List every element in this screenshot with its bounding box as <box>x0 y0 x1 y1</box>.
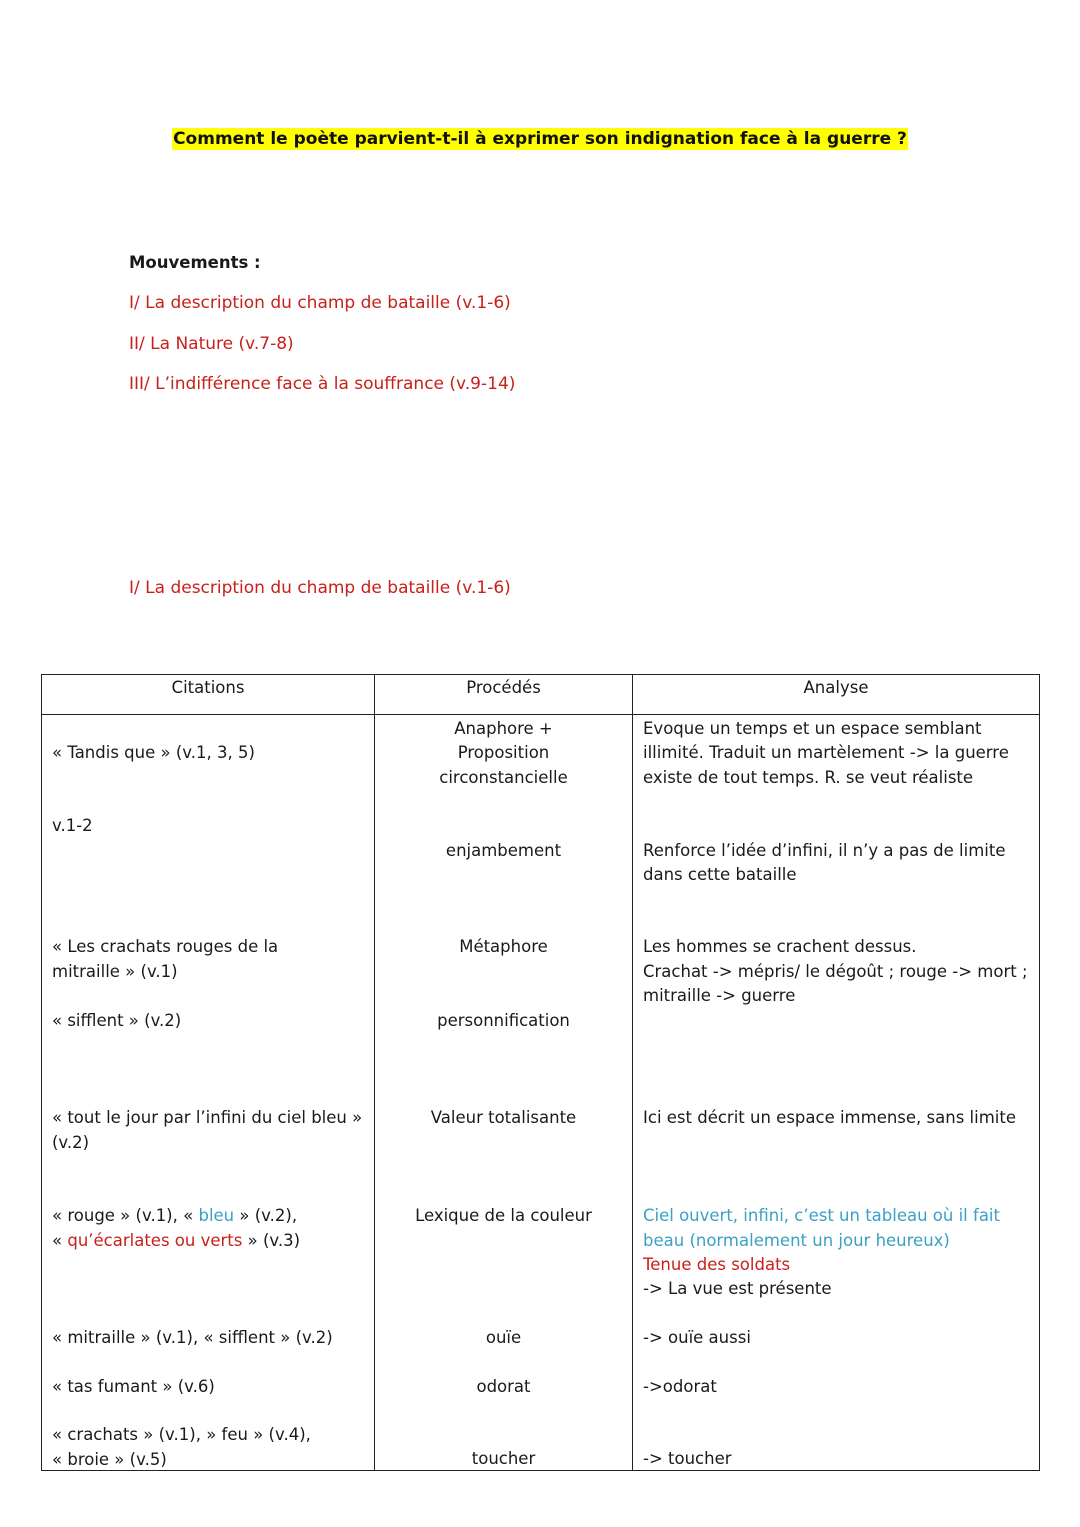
analysis-table <box>41 674 1040 1471</box>
mouvements-title: Mouvements : <box>129 253 261 272</box>
procede-enjambement: enjambement <box>445 841 562 860</box>
header-procedes: Procédés <box>375 675 633 715</box>
mouvement-item-3: III/ L’indifférence face à la souffrance (v.9-14) <box>129 374 516 394</box>
analyse-cell <box>633 715 1040 1471</box>
mouvement-item-2: II/ La Nature (v.7-8) <box>129 334 294 354</box>
citation-couleurs-line2 <box>52 1229 370 1254</box>
procede-toucher: toucher <box>471 1449 536 1468</box>
analyse-toucher: -> toucher <box>643 1449 732 1468</box>
citation-crachats-line1: « Les crachats rouges de la <box>52 937 279 956</box>
analyse-r2-line1: Renforce l’idée d’infini, il n’y a pas de limite <box>643 841 1006 860</box>
citation-rouge: « rouge » (v.1), « <box>52 1206 199 1225</box>
citation-tas-fumant: « tas fumant » (v.6) <box>52 1377 215 1396</box>
procede-ouie: ouïe <box>485 1328 522 1347</box>
procede-anaphore: Anaphore + <box>454 719 553 738</box>
analyse-odorat: ->odorat <box>643 1377 717 1396</box>
procede-lexique-couleur: Lexique de la couleur <box>415 1206 592 1225</box>
analyse-r6-line1: Ciel ouvert, infini, c’est un tableau où il fait <box>643 1206 1000 1225</box>
citation-infini-line2: (v.2) <box>52 1133 90 1152</box>
procede-proposition: Proposition <box>457 743 550 762</box>
header-citations: Citations <box>42 675 375 715</box>
citation-couleurs-line1 <box>52 1204 370 1229</box>
header-analyse: Analyse <box>633 675 1040 715</box>
citation-toucher-line2: « broie » (v.5) <box>52 1450 167 1469</box>
analyse-r6-line3: Tenue des soldats <box>643 1255 791 1274</box>
analyse-ouie: -> ouïe aussi <box>643 1328 751 1347</box>
citation-crachats-line2: mitraille » (v.1) <box>52 962 178 981</box>
section-title: I/ La description du champ de bataille (v.1-6) <box>129 578 511 598</box>
citation-bleu: bleu <box>198 1206 235 1225</box>
citation-v1-2: v.1-2 <box>52 816 93 835</box>
analyse-r6-line4: -> La vue est présente <box>643 1279 832 1298</box>
analyse-r1-line1: Evoque un temps et un espace semblant <box>643 719 982 738</box>
mouvement-item-1: I/ La description du champ de bataille (v.1-6) <box>129 293 511 313</box>
citation-quote-open: « <box>52 1231 68 1250</box>
analyse-r5: Ici est décrit un espace immense, sans limite <box>643 1108 1016 1127</box>
analyse-r1-line3: existe de tout temps. R. se veut réaliste <box>643 768 974 787</box>
analyse-r3-line1: Les hommes se crachent dessus. <box>643 937 917 956</box>
analyse-r3-line3: mitraille -> guerre <box>643 986 796 1005</box>
citation-ecarlates-ref: » (v.3) <box>242 1231 301 1250</box>
problematique <box>0 129 1080 149</box>
citation-toucher-line1: « crachats » (v.1), » feu » (v.4), <box>52 1425 311 1444</box>
procede-valeur-totalisante: Valeur totalisante <box>430 1108 577 1127</box>
table-header-row <box>42 675 1040 715</box>
problematique-text: Comment le poète parvient-t-il à exprimer son indignation face à la guerre ? <box>173 129 907 149</box>
citation-infini-line1: « tout le jour par l’infini du ciel bleu » <box>52 1108 363 1127</box>
citation-sifflent: « sifflent » (v.2) <box>52 1011 182 1030</box>
analyse-r2-line2: dans cette bataille <box>643 865 797 884</box>
citation-tandis-que: « Tandis que » (v.1, 3, 5) <box>52 743 255 762</box>
citation-mitraille-sifflent: « mitraille » (v.1), « sifflent » (v.2) <box>52 1328 333 1347</box>
citation-ecarlates: qu’écarlates ou verts <box>67 1231 243 1250</box>
procede-metaphore: Métaphore <box>459 937 548 956</box>
procede-personnification: personnification <box>437 1011 570 1030</box>
procede-circonstancielle: circonstancielle <box>439 768 568 787</box>
procede-odorat: odorat <box>476 1377 531 1396</box>
analyse-r3-line2: Crachat -> mépris/ le dégoût ; rouge -> mort ; <box>643 962 1028 981</box>
table-row <box>42 715 1040 1471</box>
citations-cell <box>42 715 375 1471</box>
procedes-cell <box>375 715 633 1471</box>
analyse-r1-line2: illimité. Traduit un martèlement -> la guerre <box>643 743 1009 762</box>
citation-bleu-ref: » (v.2), <box>234 1206 298 1225</box>
analyse-r6-line2: beau (normalement un jour heureux) <box>643 1231 950 1250</box>
